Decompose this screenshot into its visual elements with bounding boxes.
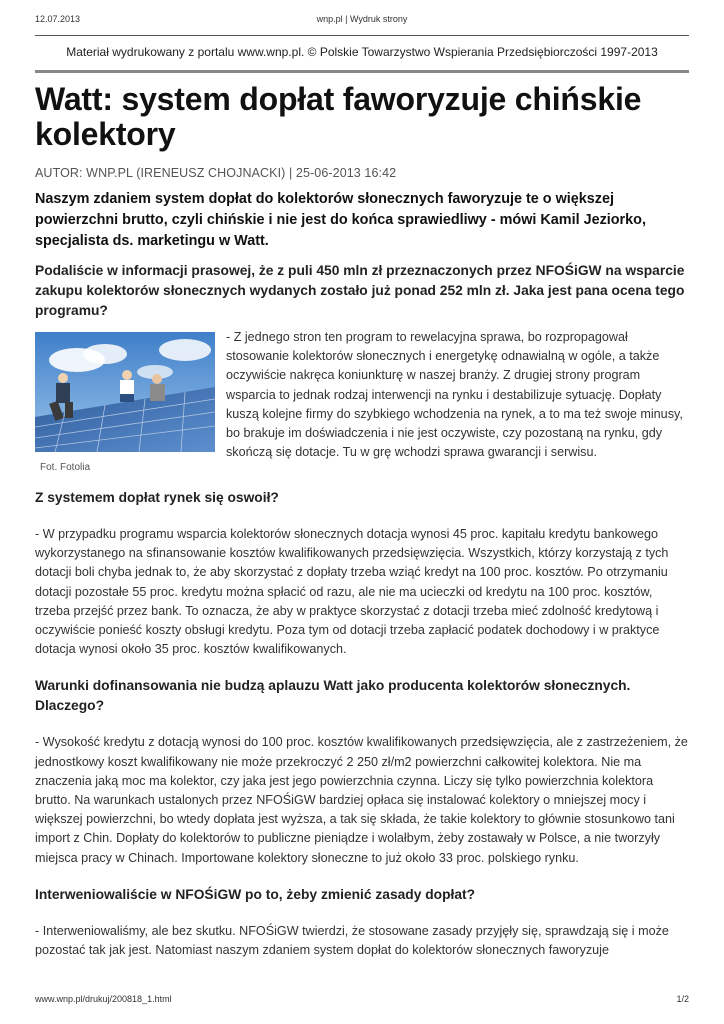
- solar-installers-photo: [35, 332, 215, 452]
- question-1: Podaliście w informacji prasowej, że z puli 450 mln zł przeznaczonych przez NFOŚiGW na wsparcie zakupu kolektorów słonecznych wydanych zostało już ponad 252 mln zł. Jaka jest pana ocena tego programu?: [35, 263, 685, 318]
- print-date: 12.07.2013: [35, 14, 81, 24]
- answer-4: - Interweniowaliśmy, ale bez skutku. NFOŚiGW twierdzi, że stosowane zasady przyjęły się, sprawdzają się i może pozostać tak jak jest. Natomiast naszym zdaniem system dopłat do kolektorów słonecznych faworyzuje: [35, 923, 669, 958]
- answer-3: - Wysokość kredytu z dotacją wynosi do 100 proc. kosztów kwalifikowanych przedsięwzięcia, ale z zastrzeżeniem, że jednostkowy koszt kwalifikowany nie może przekroczyć 2 250 zł/m2 powierzchni całkowitej kolektora. Nie ma znaczenia jaką moc ma kolektor, czy jaka jest jego powierzchnia czynna. Liczy się tylko powierzchnia kolektora brutto. Na warunkach ustalonych przez NFOŚiGW bardziej opłaca się instalować kolektory o mniejszej mocy i większej powierzchni, bo wtedy dopłata jest wyższa, a tak się składa, że takie kolektory to głównie stosunkowo tani import z Chin. Dopłaty do kolektorów to publiczne pieniądze i wolałbym, żeby zostawały w Polsce, a nie tworzyły miejsca pracy w Chinach. Importowane kolektory słoneczne to już około 33 proc. polskiego rynku.: [35, 735, 688, 865]
- article-lead: Naszym zdaniem system dopłat do kolektorów słonecznych faworyzuje te o większej powierzchni brutto, czyli chińskie i nie jest do końca sprawiedliwy - mówi Kamil Jeziorko, specjalista ds. marketingu w Watt.: [35, 191, 646, 249]
- print-url[interactable]: www.wnp.pl/drukuj/200818_1.html: [35, 994, 172, 1004]
- page-number: 1/2: [676, 994, 689, 1004]
- print-page-title: wnp.pl | Wydruk strony: [316, 14, 408, 24]
- answer-1: - Z jednego stron ten program to rewelacyjna sprawa, bo rozpropagował stosowanie kolektorów słonecznych i energetykę odnawialną w ogóle, a także oczywiście nakręca koniunkturę w naszej branży. Z drugiej strony program wsparcia to jednak rodzaj interwencji na rynku i destabilizuje sytuację. Dopłaty kuszą kolejne firmy do szybkiego wchodzenia na rynek, a to ma też swoje minusy, bo brakuje im doświadczenia i nie jest oczywiste, czy pozostaną na rynku, gdy skończą się dotacje. Tu w grę wchodzi sprawa gwarancji i serwisu.: [226, 330, 683, 460]
- answer-1-wrapper: [226, 328, 689, 473]
- question-3: Warunki dofinansowania nie budzą aplauzu Watt jako producenta kolektorów słonecznych. Dlaczego?: [35, 678, 631, 714]
- notice-divider: [35, 70, 689, 73]
- material-notice: Materiał wydrukowany z portalu www.wnp.pl. © Polskie Towarzystwo Wspierania Przedsiębiorczości 1997-2013: [66, 45, 658, 59]
- article-title: Watt: system dopłat faworyzuje chińskie kolektory: [35, 81, 642, 152]
- article-meta: AUTOR: WNP.PL (IRENEUSZ CHOJNACKI) | 25-06-2013 16:42: [35, 166, 397, 180]
- question-2: Z systemem dopłat rynek się oswoił?: [35, 490, 279, 505]
- article: [35, 82, 689, 960]
- answer-2: - W przypadku programu wsparcia kolektorów słonecznych dotacja wynosi 45 proc. kapitału kredytu bankowego wykorzystanego na sfinansowanie kosztów kwalifikowanych przedsięwzięcia. Wszystkich, którzy korzystają z tych dotacji boli chyba jednak to, że aby skorzystać z dopłaty trzeba wziąć kredyt na 100 proc. kosztów. Po otrzymaniu dotacji pozostałe 55 proc. kredytu można spłacić od razu, ale nie ma ucieczki od kredytu na 100 proc. kosztów, trzeba przejść przez bank. To oznacza, że aby w praktyce skorzystać z dotacji trzeba mieć zdolność kredytową i oczywiście ponieść koszty obsługi kredytu. Poza tym od dotacji trzeba zapłacić podatek dochodowy i w praktyce dotacja wynosi około 35 proc. kosztów kwalifikowanych.: [35, 527, 669, 657]
- figure-row: [35, 332, 689, 473]
- header-divider: [35, 35, 689, 36]
- photo-caption: Fot. Fotolia: [40, 462, 91, 473]
- figure: [35, 332, 215, 473]
- question-4: Interweniowaliście w NFOŚiGW po to, żeby zmienić zasady dopłat?: [35, 886, 476, 902]
- print-header: [35, 14, 689, 28]
